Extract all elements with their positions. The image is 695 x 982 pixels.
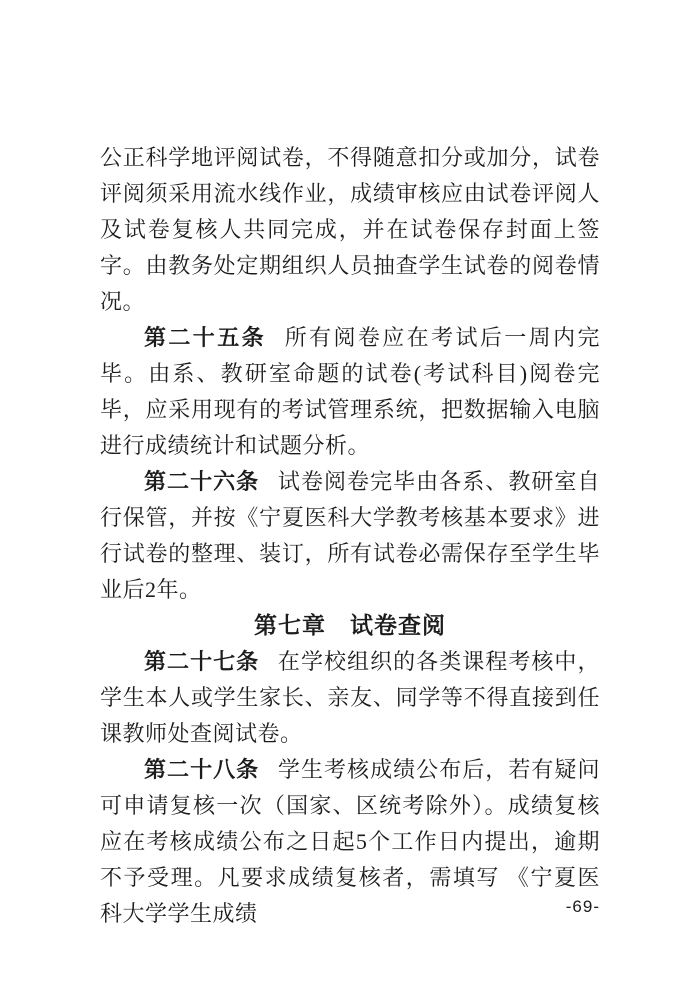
article-26-label: 第二十六条 (144, 469, 260, 494)
article-28-label: 第二十八条 (144, 757, 260, 782)
chapter-heading: 第七章 试卷查阅 (254, 613, 446, 638)
article-27-text: 在学校组织的各类课程考核中，学生本人或学生家长、亲友、同学等不得直接到任课教师处查阅试卷。 (100, 649, 600, 746)
article-27 (100, 644, 600, 752)
article-26 (100, 464, 600, 608)
article-25-text: 所有阅卷应在考试后一周内完毕。由系、教研室命题的试卷(考试科目)阅卷完毕，应采用现有的考试管理系统，把数据输入电脑进行成绩统计和试题分析。 (100, 325, 600, 458)
article-28-text: 学生考核成绩公布后，若有疑问可申请复核一次（国家、区统考除外）。成绩复核应在考核成绩公布之日起5个工作日内提出，逾期不予受理。凡要求成绩复核者，需填写 《宁夏医科大学学生成绩 (100, 757, 600, 926)
article-26-text: 试卷阅卷完毕由各系、教研室自行保管，并按《宁夏医科大学教考核基本要求》进行试卷的整理、装订，所有试卷必需保存至学生毕业后2年。 (100, 469, 600, 602)
article-25-label: 第二十五条 (144, 325, 266, 350)
paragraph-continuation: 公正科学地评阅试卷，不得随意扣分或加分，试卷评阅须采用流水线作业，成绩审核应由试卷评阅人及试卷复核人共同完成，并在试卷保存封面上签字。由教务处定期组织人员抽查学生试卷的阅卷情况。 (100, 145, 600, 314)
article-27-label: 第二十七条 (144, 649, 260, 674)
page-number: -69- (565, 897, 600, 916)
article-25 (100, 320, 600, 464)
document-body (100, 140, 600, 932)
article-28 (100, 752, 600, 932)
